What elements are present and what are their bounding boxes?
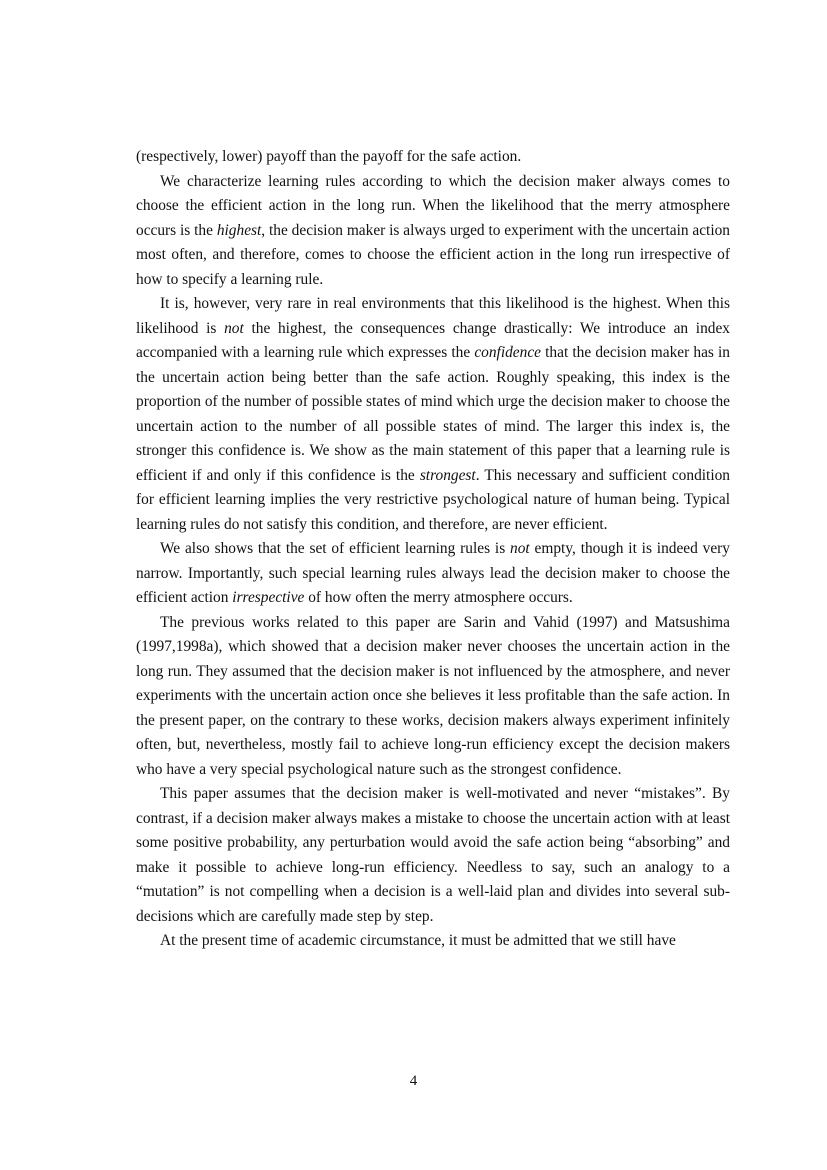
text-run: (respectively, lower) payoff than the payoff for the safe action.	[136, 148, 522, 165]
page-body	[136, 145, 730, 954]
text-run: , the decision maker is always urged to experiment with the uncertain action most often, and therefore, comes to choose the efficient action in the long run irrespective of how to specify a learning rule.	[136, 221, 731, 288]
text-run: We characterize learning rules according to which the decision maker always comes to choose the efficient action in the long run. When the likelihood that the merry atmosphere occurs is the	[136, 172, 730, 239]
paragraph-1	[136, 145, 730, 170]
text-run: the highest, the consequences change drastically: We introduce an index accompanied with a learning rule which expresses the	[136, 319, 730, 361]
paragraph-5	[136, 611, 730, 783]
page-number: 4	[409, 1073, 418, 1089]
emphasized-text: not	[224, 319, 244, 337]
paragraph-6	[136, 782, 730, 929]
text-run: empty, though it is indeed very narrow. Importantly, such special learning rules always lead the decision maker to choose the efficient action	[136, 540, 730, 606]
paragraph-7	[136, 929, 730, 954]
text-run: It is, however, very rare in real environments that this likelihood is the highest. When this likelihood is	[136, 295, 730, 337]
paragraph-3	[136, 292, 730, 537]
text-run: that the decision maker has in the uncertain action being better than the safe action. Roughly speaking, this index is the proportion of the number of possible states of mind which urge the decision maker to choose the uncertain action to the number of all possible states of mind. The larger this index is, the stronger this confidence is. We show as the main statement of this paper that a learning rule is efficient if and only if this confidence is the	[136, 344, 731, 484]
emphasized-text: highest	[216, 221, 262, 239]
text-run: This paper assumes that the decision maker is well-motivated and never “mistakes”. By contrast, if a decision maker always makes a mistake to choose the uncertain action with at least some positive probability, any perturbation would avoid the safe action being “absorbing” and make it possible to achieve long-run efficiency. Needless to say, such an analogy to a “mutation” is not compelling when a decision is a well-laid plan and divides into several sub-decisions which are carefully made step by step.	[136, 785, 730, 925]
emphasized-text: strongest	[419, 466, 476, 484]
text-run: We also shows that the set of efficient learning rules is	[160, 540, 511, 557]
text-run: of how often the merry atmosphere occurs.	[304, 589, 573, 606]
emphasized-text: confidence	[474, 344, 541, 361]
text-run: The previous works related to this paper are Sarin and Vahid (1997) and Matsushima (1997,1998a), which showed that a decision maker never chooses the uncertain action in the long run. They assumed that the decision maker is not influenced by the atmosphere, and never experiments with the uncertain action once she believes it less profitable than the safe action. In the present paper, on the contrary to these works, decision makers always experiment infinitely often, but, nevertheless, mostly fail to achieve long-run efficiency except the decision makers who have a very special psychological nature such as the strongest confidence.	[136, 613, 730, 778]
paragraph-2	[136, 170, 730, 293]
emphasized-text: irrespective	[232, 589, 305, 606]
emphasized-text: not	[510, 540, 530, 557]
paragraph-4	[136, 537, 730, 611]
text-run: At the present time of academic circumstance, it must be admitted that we still have	[160, 932, 676, 949]
text-run: . This necessary and sufficient condition for efficient learning implies the very restrictive psychological nature of human being. Typical learning rules do not satisfy this condition, and therefore, are never efficient.	[136, 466, 730, 533]
